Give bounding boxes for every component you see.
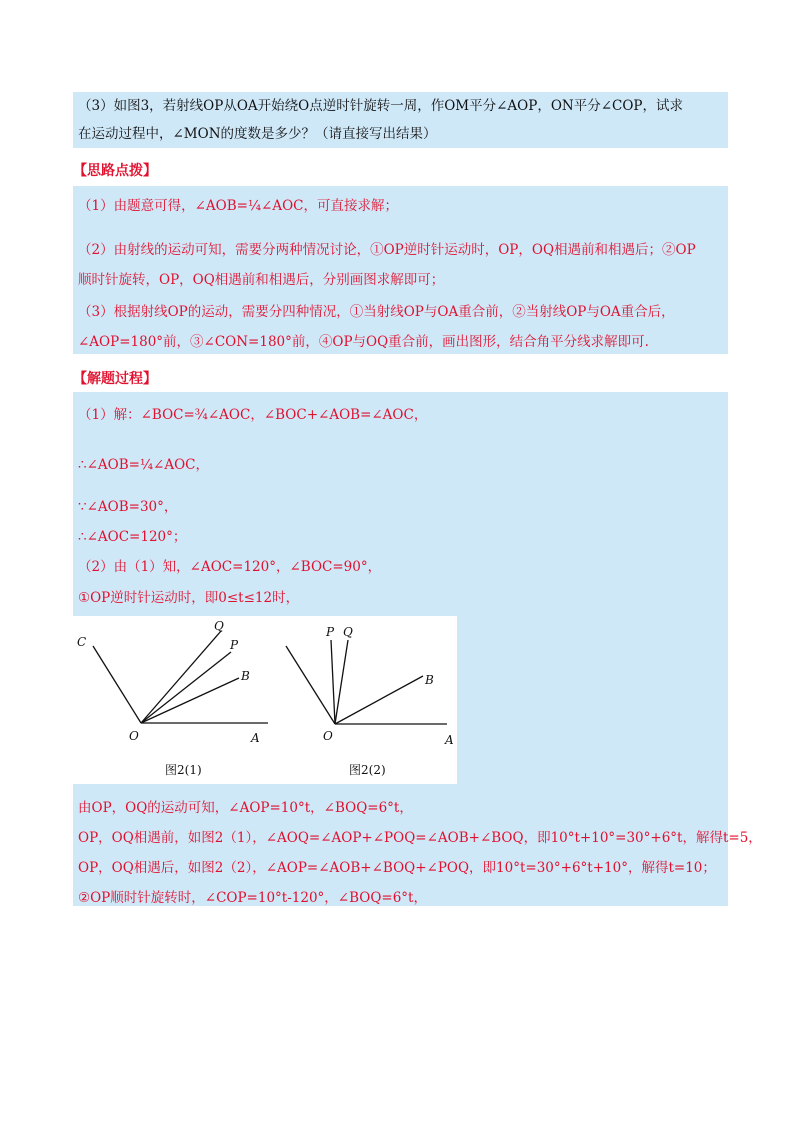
figure-2-2 (286, 640, 447, 724)
ray-oq (141, 631, 221, 723)
label-q-2: Q (343, 625, 353, 639)
hint-heading: 【思路点拨】 (73, 163, 157, 179)
hint-line-5: ∠AOP=180°前，③∠CON=180°前，④OP与OQ重合前，画出图形，结合角平分线求解即可. (78, 334, 649, 350)
ray-op-2 (331, 640, 335, 724)
solution-line-6: ①OP逆时针运动时，即0≤t≤12时， (78, 590, 300, 606)
figure-caption-2: 图2(2) (349, 763, 386, 777)
label-o-2: O (323, 729, 333, 743)
label-p-2: P (326, 625, 335, 639)
label-a: A (251, 731, 260, 745)
label-q: Q (214, 619, 224, 633)
solution-line-3: ∵∠AOB=30°， (78, 499, 178, 515)
solution-line-1: （1）解：∠BOC=¾∠AOC，∠BOC+∠AOB=∠AOC， (78, 407, 428, 423)
hint-line-4: （3）根据射线OP的运动，需要分四种情况，①当射线OP与OA重合前，②当射线OP与OA重合后， (78, 304, 675, 320)
problem-line-1: （3）如图3，若射线OP从OA开始绕O点逆时针旋转一周，作OM平分∠AOP，ON平分∠COP，试求 (78, 98, 683, 114)
figure-diagrams (73, 616, 457, 784)
hint-line-3: 顺时针旋转，OP，OQ相遇前和相遇后，分别画图求解即可； (78, 272, 445, 288)
solution-line-9: OP，OQ相遇后，如图2（2），∠AOP=∠AOB+∠BOQ+∠POQ，即10°t=30°+6°t+10°，解得t=10； (78, 860, 716, 876)
label-a-2: A (445, 733, 454, 747)
figure-caption-1: 图2(1) (165, 763, 202, 777)
ray-oq-2 (335, 640, 348, 724)
ray-oc-2 (286, 646, 335, 724)
solution-line-5: （2）由（1）知，∠AOC=120°，∠BOC=90°， (78, 559, 382, 575)
problem-line-2: 在运动过程中，∠MON的度数是多少？（请直接写出结果） (78, 126, 437, 142)
solution-line-7: 由OP，OQ的运动可知，∠AOP=10°t，∠BOQ=6°t， (78, 800, 413, 816)
label-b-2: B (425, 673, 434, 687)
label-b: B (241, 669, 250, 683)
figure-area (73, 616, 457, 784)
hint-line-1: （1）由题意可得，∠AOB=¼∠AOC，可直接求解； (78, 198, 398, 214)
solution-line-10: ②OP顺时针旋转时，∠COP=10°t-120°，∠BOQ=6°t， (78, 890, 427, 906)
solution-line-8: OP，OQ相遇前，如图2（1），∠AOQ=∠AOP+∠POQ=∠AOB+∠BOQ，即10°t+10°=30°+6°t，解得t=5， (78, 830, 762, 846)
solution-line-2: ∴∠AOB=¼∠AOC， (78, 457, 209, 473)
label-p: P (230, 638, 239, 652)
ray-ob-2 (335, 676, 423, 724)
hint-line-2: （2）由射线的运动可知，需要分两种情况讨论，①OP逆时针运动时，OP，OQ相遇前和相遇后；②OP (78, 242, 696, 258)
solution-heading: 【解题过程】 (73, 371, 157, 387)
ray-oc (93, 646, 141, 723)
label-c: C (77, 635, 87, 649)
label-o: O (129, 729, 139, 743)
solution-line-4: ∴∠AOC=120°； (78, 529, 187, 545)
